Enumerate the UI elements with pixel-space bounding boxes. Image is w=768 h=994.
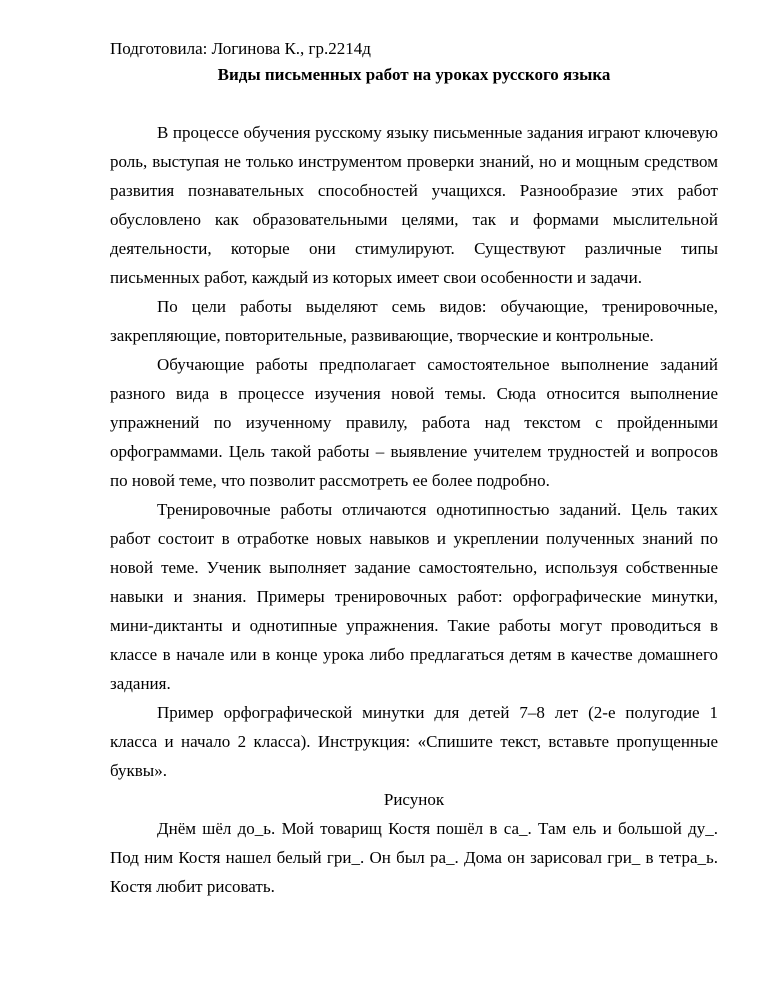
author-line: Подготовила: Логинова К., гр.2214д xyxy=(110,39,371,58)
paragraph-intro: В процессе обучения русскому языку письменные задания играют ключевую роль, выступая не только инструментом проверки знаний, но и мощным средством развития познавательных способностей учащихся. Разнообразие этих работ обусловлено как образовательными целями, так и формами мыслительной деятельности, которые они стимулируют. Существуют различные типы письменных работ, каждый из которых имеет свои особенности и задачи. xyxy=(110,123,718,287)
paragraph-example-intro: Пример орфографической минутки для детей 7–8 лет (2-е полугодие 1 класса и начало 2 класса). Инструкция: «Спишите текст, вставьте пропущенные буквы». xyxy=(110,703,718,780)
paragraph-training-works: Тренировочные работы отличаются однотипностью заданий. Цель таких работ состоит в отработке новых навыков и укреплении полученных знаний по новой теме. Ученик выполняет задание самостоятельно, используя собственные навыки и знания. Примеры тренировочных работ: орфографические минутки, мини-диктанты и однотипные упражнения. Такие работы могут проводиться в классе в начале или в конце урока либо предлагаться детям в качестве домашнего задания. xyxy=(110,500,718,693)
document-body xyxy=(110,118,718,901)
figure-caption: Рисунок xyxy=(383,790,445,809)
paragraph-teaching-works: Обучающие работы предполагает самостоятельное выполнение заданий разного вида в процессе изучения новой темы. Сюда относится выполнение упражнений по изученному правилу, работа над текстом с пройденными орфограммами. Цель такой работы – выявление учителем трудностей и вопросов по новой теме, что позволит рассмотреть ее более подробно. xyxy=(110,355,718,490)
paragraph-types: По цели работы выделяют семь видов: обучающие, тренировочные, закрепляющие, повторительные, развивающие, творческие и контрольные. xyxy=(110,297,718,345)
document-title: Виды письменных работ на уроках русского языка xyxy=(217,65,611,84)
exercise-text: Днём шёл до_ь. Мой товарищ Костя пошёл в са_. Там ель и большой ду_. Под ним Костя нашел белый гри_. Он был ра_. Дома он зарисовал гри_ в тетра_ь. Костя любит рисовать. xyxy=(110,819,718,896)
